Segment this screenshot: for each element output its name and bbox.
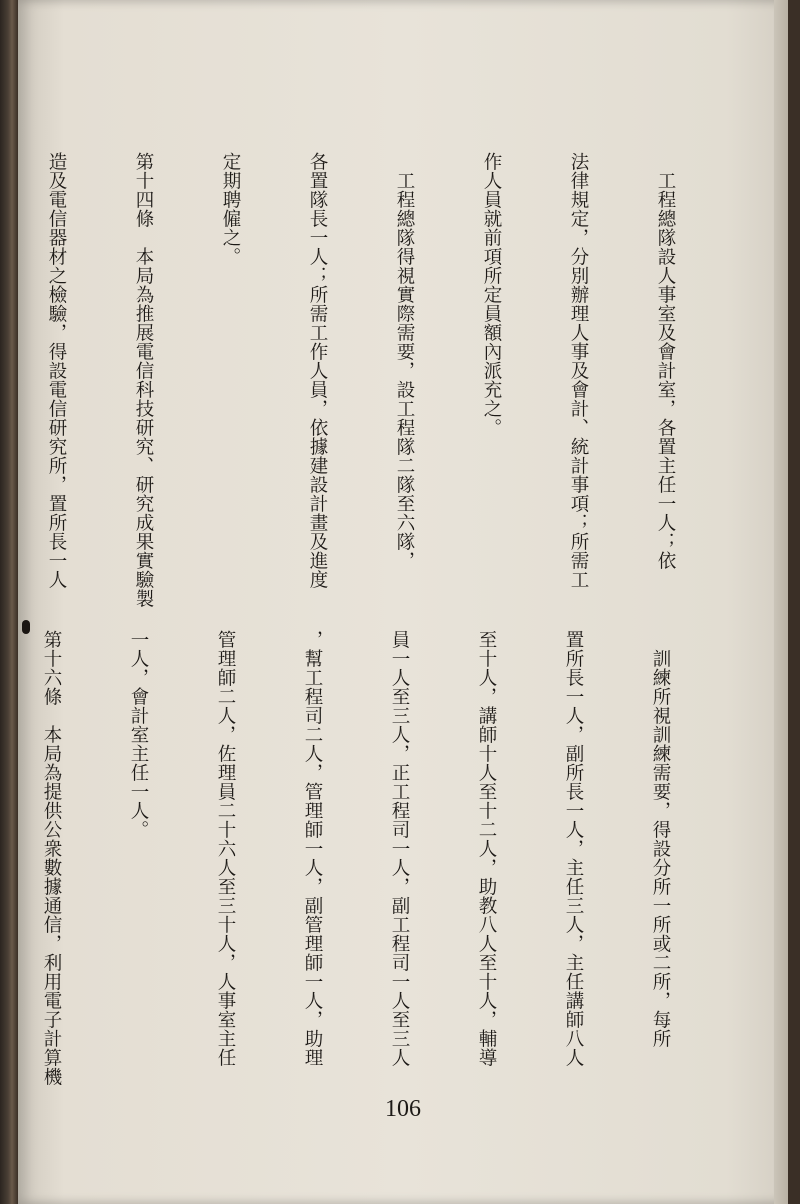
text-column: 訓練所視訓練需要，得設分所一所或二所，每所 <box>650 630 671 1048</box>
lower-text-block <box>41 630 733 1086</box>
book-page <box>18 0 788 1204</box>
text-column: ，幫工程司二人，管理師一人，副管理師一人，助理 <box>302 630 323 1067</box>
text-column: 定期聘僱之。 <box>220 152 241 266</box>
page-number: 106 <box>385 1096 421 1122</box>
text-column: 至十人，講師十人至十二人，助教八人至十人，輔導 <box>476 630 497 1067</box>
text-column: 第十六條 本局為提供公衆數據通信，利用電子計算機 <box>41 630 62 1086</box>
text-column: 第十四條 本局為推展電信科技研究、研究成果實驗製 <box>133 152 154 608</box>
text-column: 法律規定，分別辦理人事及會計、統計事項；所需工 <box>568 152 589 589</box>
text-column: 工程總隊設人事室及會計室，各置主任一人；依 <box>655 152 676 570</box>
upper-text-block <box>46 152 738 622</box>
text-column: 置所長一人，副所長一人，主任三人，主任講師八人 <box>563 630 584 1067</box>
text-column: 各置隊長一人；所需工作人員，依據建設計畫及進度 <box>307 152 328 589</box>
text-column: 造及電信器材之檢驗，得設電信研究所，置所長一人 <box>46 152 67 589</box>
text-column: 作人員就前項所定員額內派充之。 <box>481 152 502 437</box>
binding-pin-mark <box>22 620 30 634</box>
text-column: 一人，會計室主任一人。 <box>128 630 149 839</box>
text-column: 管理師二人，佐理員二十六人至三十人，人事室主任 <box>215 630 236 1067</box>
page-edge-shadow <box>774 0 788 1204</box>
text-column: 工程總隊得視實際需要，設工程隊二隊至六隊， <box>394 152 415 570</box>
text-column: 員一人至三人，正工程司一人，副工程司一人至三人 <box>389 630 410 1067</box>
